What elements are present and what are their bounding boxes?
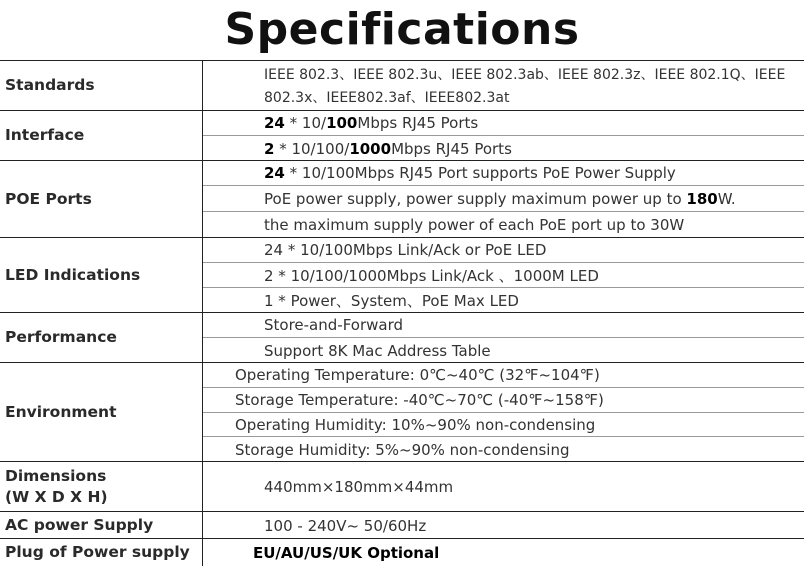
interface-row-1-text-b: Mbps RJ45 Ports [357, 114, 479, 132]
interface-label: Interface [0, 111, 203, 160]
led-row-1: 24 * 10/100Mbps Link/Ack or PoE LED [203, 238, 804, 263]
environment-row-1: Operating Temperature: 0℃~40℃ (32℉~104℉) [203, 363, 804, 388]
dimensions-value: 440mm×180mm×44mm [264, 478, 454, 496]
spec-table [0, 60, 804, 566]
environment-row-4: Storage Humidity: 5%~90% non-condensing [235, 440, 570, 459]
interface-row-2-speed: 1000 [349, 139, 392, 158]
interface-row-2-count: 2 [264, 139, 275, 158]
interface-row-1-text-a: * 10/ [284, 114, 327, 132]
ac-section [0, 512, 804, 539]
environment-row-2: Storage Temperature: -40℃~70℃ (-40℉~158℉) [203, 388, 804, 413]
poe-section [0, 161, 804, 238]
poe-label: POE Ports [0, 161, 203, 237]
dimensions-label-line-2: (W X D X H) [5, 487, 108, 506]
ac-label: AC power Supply [0, 512, 203, 538]
standards-label: Standards [0, 61, 203, 110]
poe-row-2-text-b: W. [717, 189, 736, 208]
poe-row-2-power: 180 [686, 189, 718, 208]
interface-section [0, 111, 804, 161]
led-row-2: 2 * 10/100/1000Mbps Link/Ack 、1000M LED [203, 263, 804, 288]
ac-value: 100 - 240V~ 50/60Hz [264, 516, 427, 535]
plug-section [0, 539, 804, 566]
interface-row-1-count: 24 [264, 114, 285, 132]
environment-row-3: Operating Humidity: 10%~90% non-condensing [203, 413, 804, 437]
plug-label: Plug of Power supply [0, 539, 203, 566]
performance-label: Performance [0, 313, 203, 362]
poe-row-1-count: 24 [264, 164, 285, 182]
poe-row-2 [203, 186, 804, 212]
interface-row-1 [203, 111, 804, 136]
interface-row-2-text-b: Mbps RJ45 Ports [391, 139, 512, 158]
poe-row-2-text-a: PoE power supply, power supply maximum power up to [264, 189, 687, 208]
poe-row-1-text: * 10/100Mbps RJ45 Port supports PoE Power Supply [284, 164, 676, 182]
led-label: LED Indications [0, 238, 203, 312]
interface-row-2-text-a: * 10/100/ [274, 139, 350, 158]
led-section [0, 238, 804, 313]
dimensions-section [0, 462, 804, 512]
plug-row [203, 539, 804, 566]
dimensions-label [0, 462, 203, 511]
interface-row-2 [203, 136, 804, 161]
led-row-3: 1 * Power、System、PoE Max LED [264, 292, 519, 310]
dimensions-label-line-1: Dimensions [5, 466, 107, 485]
standards-section [0, 61, 804, 111]
performance-row-2: Support 8K Mac Address Table [264, 341, 491, 360]
environment-label: Environment [0, 363, 203, 461]
standards-value: IEEE 802.3、IEEE 802.3u、IEEE 802.3ab、IEEE 802.3z、IEEE 802.1Q、IEEE 802.3x、IEEE802.3af、IEEE802.3at [264, 67, 786, 106]
interface-row-1-speed: 100 [326, 114, 358, 132]
plug-value: EU/AU/US/UK Optional [253, 543, 440, 562]
page-title: Specifications [224, 4, 580, 55]
performance-section [0, 313, 804, 363]
poe-row-1 [203, 161, 804, 186]
environment-section [0, 363, 804, 462]
performance-row-1: Store-and-Forward [203, 313, 804, 338]
poe-row-3: the maximum supply power of each PoE port up to 30W [264, 216, 685, 234]
